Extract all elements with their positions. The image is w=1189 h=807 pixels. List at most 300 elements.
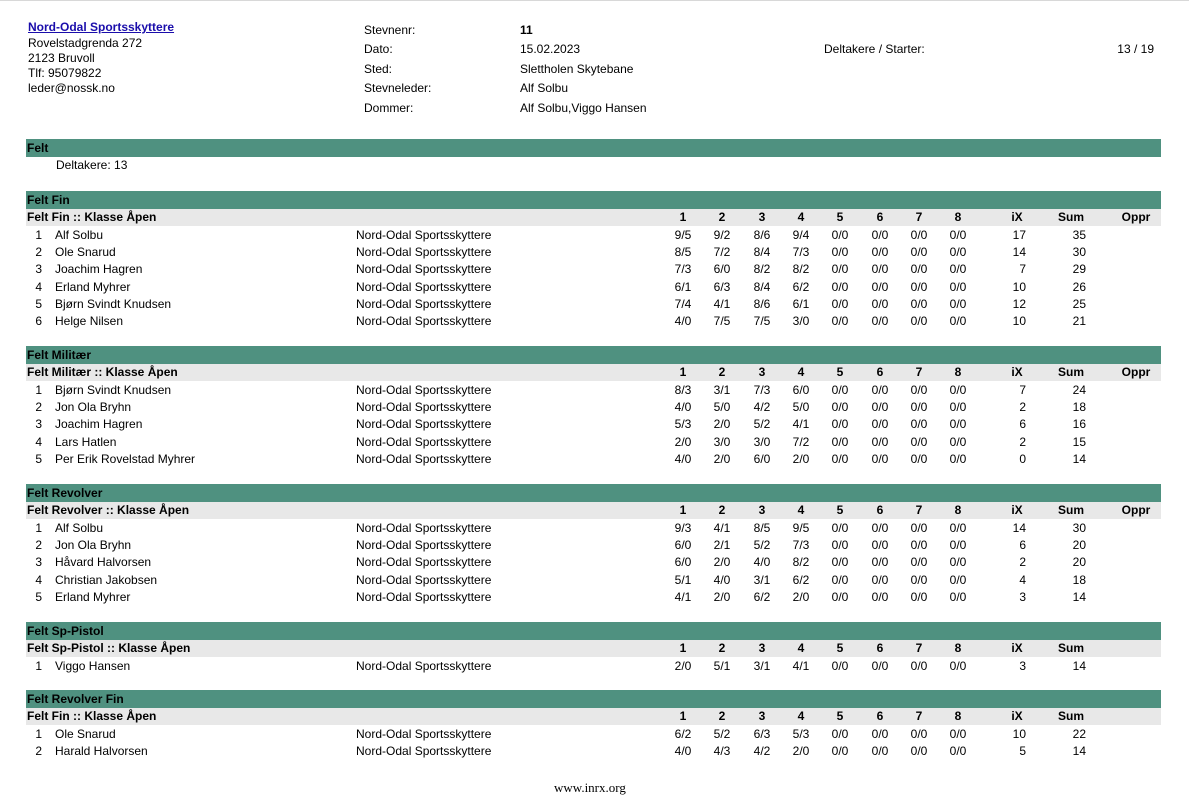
column-header: 3 (758, 503, 766, 517)
series-score: 4/1 (674, 589, 692, 604)
series-score: 7/2 (713, 245, 731, 260)
rank: 2 (35, 744, 42, 759)
series-score: 9/4 (792, 228, 810, 242)
shooter-club: Nord-Odal Sportsskyttere (356, 521, 492, 535)
series-score: 6/0 (792, 383, 810, 397)
ix-count: 14 (1012, 245, 1026, 260)
series-score: 0/0 (949, 572, 967, 587)
ix-count: 6 (1019, 538, 1026, 553)
deltakere-starter-label: Deltakere / Starter: (824, 42, 925, 56)
rank: 3 (35, 262, 42, 277)
rank: 1 (35, 727, 42, 741)
series-score: 0/0 (949, 744, 967, 759)
series-score: 0/0 (949, 279, 967, 294)
result-row (26, 572, 1161, 589)
series-score: 0/0 (831, 228, 849, 242)
rank: 5 (35, 589, 42, 604)
series-score: 9/3 (674, 521, 692, 535)
shooter-name: Alf Solbu (55, 521, 104, 535)
column-header: 5 (836, 503, 844, 517)
shooter-name: Håvard Halvorsen (55, 555, 152, 570)
column-header: 1 (679, 365, 687, 379)
club-email: leder@nossk.no (28, 81, 115, 95)
series-score: 0/0 (831, 434, 849, 449)
series-score: 0/0 (949, 555, 967, 570)
rank: 2 (35, 400, 42, 415)
series-score: 0/0 (949, 383, 967, 397)
series-score: 0/0 (871, 451, 889, 466)
column-header: 2 (718, 365, 726, 379)
shooter-club: Nord-Odal Sportsskyttere (356, 400, 492, 415)
ix-count: 2 (1019, 555, 1026, 570)
result-row (26, 261, 1161, 278)
ix-count: 7 (1019, 383, 1026, 397)
section-title: Felt Militær (27, 348, 92, 362)
series-score: 6/2 (753, 589, 771, 604)
ix-count: 12 (1012, 296, 1026, 311)
column-header: 2 (718, 503, 726, 517)
total-sum: 16 (1072, 417, 1086, 432)
series-score: 7/3 (753, 383, 771, 397)
column-header: iX (1011, 709, 1023, 723)
stevneleder-label: Stevneleder: (364, 81, 432, 95)
ix-count: 4 (1019, 572, 1026, 587)
column-header: Sum (1057, 210, 1084, 224)
series-score: 0/0 (871, 417, 889, 432)
column-header: Sum (1057, 365, 1084, 379)
event-header-bar (26, 139, 1161, 157)
series-score: 6/0 (713, 262, 731, 277)
ix-count: 5 (1019, 744, 1026, 759)
column-header: 8 (954, 503, 962, 517)
shooter-name: Erland Myhrer (55, 279, 131, 294)
series-score: 0/0 (871, 727, 889, 741)
series-score: 0/0 (910, 417, 928, 432)
total-sum: 18 (1072, 400, 1086, 415)
total-sum: 14 (1072, 659, 1086, 673)
column-header: 2 (718, 641, 726, 655)
series-score: 0/0 (871, 744, 889, 759)
series-score: 0/0 (949, 589, 967, 604)
series-score: 0/0 (831, 279, 849, 294)
dommer-value: Alf Solbu,Viggo Hansen (520, 101, 647, 115)
total-sum: 14 (1072, 744, 1086, 759)
series-score: 0/0 (831, 262, 849, 277)
series-score: 4/0 (753, 555, 771, 570)
ix-count: 0 (1019, 451, 1026, 466)
series-score: 5/1 (674, 572, 692, 587)
rank: 4 (35, 572, 42, 587)
series-score: 0/0 (871, 228, 889, 242)
shooter-club: Nord-Odal Sportsskyttere (356, 296, 492, 311)
column-header: 6 (876, 365, 884, 379)
result-row (26, 382, 1161, 399)
series-score: 9/2 (713, 228, 731, 242)
column-header: 3 (758, 210, 766, 224)
series-score: 0/0 (831, 417, 849, 432)
series-score: 0/0 (910, 279, 928, 294)
shooter-club: Nord-Odal Sportsskyttere (356, 279, 492, 294)
series-score: 0/0 (910, 521, 928, 535)
series-score: 0/0 (871, 434, 889, 449)
class-title: Felt Militær :: Klasse Åpen (27, 365, 178, 379)
series-score: 0/0 (871, 262, 889, 277)
result-row (26, 279, 1161, 296)
series-score: 0/0 (910, 228, 928, 242)
column-header: 2 (718, 709, 726, 723)
total-sum: 24 (1072, 383, 1086, 397)
series-score: 8/4 (753, 245, 771, 260)
total-sum: 14 (1072, 451, 1086, 466)
series-score: 6/2 (792, 279, 810, 294)
series-score: 0/0 (871, 572, 889, 587)
shooter-name: Jon Ola Bryhn (55, 400, 132, 415)
series-score: 2/0 (713, 451, 731, 466)
series-score: 5/2 (753, 417, 771, 432)
series-score: 0/0 (831, 451, 849, 466)
series-score: 8/2 (753, 262, 771, 277)
series-score: 0/0 (949, 417, 967, 432)
series-score: 0/0 (910, 727, 928, 741)
column-header: 7 (915, 365, 923, 379)
club-address-line2: 2123 Bruvoll (28, 51, 95, 65)
series-score: 8/3 (674, 383, 692, 397)
result-row (26, 416, 1161, 433)
series-score: 2/0 (674, 434, 692, 449)
series-score: 9/5 (674, 228, 692, 242)
class-header-row (26, 640, 1161, 657)
ix-count: 10 (1012, 279, 1026, 294)
column-header: 8 (954, 365, 962, 379)
shooter-club: Nord-Odal Sportsskyttere (356, 383, 492, 397)
series-score: 8/5 (674, 245, 692, 260)
series-score: 8/2 (792, 555, 810, 570)
ix-count: 2 (1019, 434, 1026, 449)
series-score: 4/0 (674, 744, 692, 759)
series-score: 0/0 (831, 314, 849, 328)
total-sum: 20 (1072, 555, 1086, 570)
total-sum: 15 (1072, 434, 1086, 449)
ix-count: 2 (1019, 400, 1026, 415)
total-sum: 14 (1072, 589, 1086, 604)
ix-count: 7 (1019, 262, 1026, 277)
series-score: 0/0 (910, 245, 928, 260)
column-header: Oppr (1121, 210, 1151, 224)
column-header: 2 (718, 210, 726, 224)
series-score: 0/0 (831, 383, 849, 397)
series-score: 0/0 (949, 400, 967, 415)
class-header-row (26, 708, 1161, 725)
column-header: 4 (797, 641, 805, 655)
dato-value: 15.02.2023 (520, 42, 581, 56)
series-score: 0/0 (871, 383, 889, 397)
column-header: 1 (679, 709, 687, 723)
rank: 3 (35, 417, 42, 432)
class-header-row (26, 502, 1161, 519)
series-score: 0/0 (910, 296, 928, 311)
column-header: 6 (876, 641, 884, 655)
footer-url: www.inrx.org (554, 780, 626, 795)
shooter-club: Nord-Odal Sportsskyttere (356, 744, 492, 759)
series-score: 4/2 (753, 400, 771, 415)
total-sum: 22 (1072, 727, 1086, 741)
result-row (26, 743, 1161, 760)
shooter-club: Nord-Odal Sportsskyttere (356, 245, 492, 260)
series-score: 0/0 (949, 451, 967, 466)
series-score: 0/0 (949, 434, 967, 449)
series-score: 7/3 (674, 262, 692, 277)
shooter-name: Bjørn Svindt Knudsen (55, 383, 172, 397)
series-score: 0/0 (949, 296, 967, 311)
series-score: 0/0 (871, 400, 889, 415)
ix-count: 3 (1019, 659, 1026, 673)
series-score: 4/0 (674, 451, 692, 466)
ix-count: 3 (1019, 589, 1026, 604)
shooter-name: Ole Snarud (55, 727, 116, 741)
participant-count: Deltakere: 13 (56, 158, 128, 172)
ix-count: 10 (1012, 727, 1026, 741)
column-header: 1 (679, 210, 687, 224)
column-header: 7 (915, 210, 923, 224)
result-row (26, 296, 1161, 313)
section-header-bar (26, 484, 1161, 502)
rank: 5 (35, 296, 42, 311)
result-row (26, 589, 1161, 606)
dommer-label: Dommer: (364, 101, 414, 115)
total-sum: 26 (1072, 279, 1086, 294)
ix-count: 6 (1019, 417, 1026, 432)
series-score: 8/4 (753, 279, 771, 294)
stevnenr-value: 11 (520, 23, 533, 37)
column-header: 6 (876, 709, 884, 723)
series-score: 0/0 (831, 400, 849, 415)
section-title: Felt Revolver (27, 486, 103, 500)
total-sum: 30 (1072, 521, 1086, 535)
rank: 1 (35, 521, 42, 535)
series-score: 6/0 (674, 538, 692, 553)
column-header: 3 (758, 365, 766, 379)
series-score: 6/1 (674, 279, 692, 294)
column-header: 7 (915, 709, 923, 723)
column-header: 8 (954, 210, 962, 224)
series-score: 0/0 (871, 245, 889, 260)
series-score: 3/1 (753, 659, 771, 673)
rank: 6 (35, 314, 42, 328)
series-score: 3/1 (713, 383, 731, 397)
series-score: 7/5 (753, 314, 771, 328)
column-header: 4 (797, 365, 805, 379)
sted-label: Sted: (364, 62, 393, 76)
shooter-club: Nord-Odal Sportsskyttere (356, 314, 492, 328)
series-score: 0/0 (871, 521, 889, 535)
class-header-row (26, 364, 1161, 381)
series-score: 4/2 (753, 744, 771, 759)
series-score: 0/0 (831, 727, 849, 741)
class-header-row (26, 209, 1161, 226)
shooter-name: Ole Snarud (55, 245, 116, 260)
series-score: 0/0 (910, 434, 928, 449)
result-row (26, 434, 1161, 451)
series-score: 2/0 (674, 659, 692, 673)
deltakere-starter-value: 13 / 19 (1117, 42, 1154, 56)
total-sum: 30 (1072, 245, 1086, 260)
shooter-name: Jon Ola Bryhn (55, 538, 132, 553)
section-title: Felt Sp-Pistol (27, 624, 104, 638)
series-score: 4/1 (792, 659, 810, 673)
shooter-name: Joachim Hagren (55, 262, 143, 277)
result-row (26, 520, 1161, 537)
ix-count: 14 (1012, 521, 1026, 535)
ix-count: 17 (1012, 228, 1026, 242)
series-score: 5/2 (713, 727, 731, 741)
result-row (26, 244, 1161, 261)
event-title: Felt (27, 141, 49, 155)
class-title: Felt Sp-Pistol :: Klasse Åpen (27, 641, 191, 655)
series-score: 6/2 (792, 572, 810, 587)
class-title: Felt Fin :: Klasse Åpen (27, 210, 157, 224)
total-sum: 20 (1072, 538, 1086, 553)
column-header: 3 (758, 641, 766, 655)
series-score: 8/5 (753, 521, 771, 535)
shooter-name: Harald Halvorsen (55, 744, 148, 759)
series-score: 0/0 (871, 589, 889, 604)
section-title: Felt Revolver Fin (27, 692, 124, 706)
column-header: 1 (679, 641, 687, 655)
series-score: 0/0 (831, 589, 849, 604)
rank: 2 (35, 538, 42, 553)
series-score: 0/0 (910, 572, 928, 587)
series-score: 9/5 (792, 521, 810, 535)
result-row (26, 658, 1161, 675)
shooter-club: Nord-Odal Sportsskyttere (356, 589, 492, 604)
column-header: 8 (954, 641, 962, 655)
series-score: 2/0 (713, 417, 731, 432)
sted-value: Slettholen Skytebane (520, 62, 634, 76)
column-header: Oppr (1121, 503, 1151, 517)
column-header: 7 (915, 503, 923, 517)
column-header: 5 (836, 210, 844, 224)
rank: 1 (35, 659, 42, 673)
series-score: 0/0 (831, 555, 849, 570)
result-row (26, 451, 1161, 468)
series-score: 4/0 (713, 572, 731, 587)
class-title: Felt Revolver :: Klasse Åpen (27, 503, 190, 517)
series-score: 0/0 (910, 383, 928, 397)
column-header: iX (1011, 365, 1023, 379)
series-score: 0/0 (831, 538, 849, 553)
series-score: 2/0 (792, 589, 810, 604)
series-score: 0/0 (831, 521, 849, 535)
series-score: 0/0 (949, 314, 967, 328)
series-score: 0/0 (910, 744, 928, 759)
series-score: 7/5 (713, 314, 731, 328)
total-sum: 35 (1072, 228, 1086, 242)
series-score: 6/2 (674, 727, 692, 741)
column-header: iX (1011, 210, 1023, 224)
column-header: 8 (954, 709, 962, 723)
series-score: 3/0 (753, 434, 771, 449)
top-divider (0, 0, 1189, 1)
series-score: 0/0 (871, 296, 889, 311)
section-header-bar (26, 622, 1161, 640)
series-score: 0/0 (949, 727, 967, 741)
rank: 5 (35, 451, 42, 466)
shooter-club: Nord-Odal Sportsskyttere (356, 417, 492, 432)
series-score: 6/0 (674, 555, 692, 570)
club-name-link[interactable]: Nord-Odal Sportsskyttere (28, 20, 175, 34)
series-score: 0/0 (910, 538, 928, 553)
series-score: 0/0 (949, 538, 967, 553)
shooter-club: Nord-Odal Sportsskyttere (356, 262, 492, 277)
shooter-club: Nord-Odal Sportsskyttere (356, 228, 492, 242)
rank: 1 (35, 228, 42, 242)
result-row (26, 399, 1161, 416)
series-score: 7/3 (792, 538, 810, 553)
series-score: 5/3 (674, 417, 692, 432)
shooter-club: Nord-Odal Sportsskyttere (356, 555, 492, 570)
series-score: 0/0 (949, 228, 967, 242)
dato-label: Dato: (364, 42, 393, 56)
series-score: 0/0 (871, 538, 889, 553)
shooter-name: Joachim Hagren (55, 417, 143, 432)
column-header: 4 (797, 709, 805, 723)
series-score: 4/1 (713, 521, 731, 535)
series-score: 5/2 (753, 538, 771, 553)
column-header: 1 (679, 503, 687, 517)
series-score: 0/0 (949, 521, 967, 535)
result-row (26, 227, 1161, 244)
section-title: Felt Fin (27, 193, 70, 207)
column-header: Sum (1057, 709, 1084, 723)
series-score: 3/1 (753, 572, 771, 587)
shooter-club: Nord-Odal Sportsskyttere (356, 451, 492, 466)
series-score: 0/0 (910, 400, 928, 415)
shooter-club: Nord-Odal Sportsskyttere (356, 538, 492, 553)
series-score: 0/0 (871, 555, 889, 570)
total-sum: 18 (1072, 572, 1086, 587)
series-score: 6/0 (753, 451, 771, 466)
series-score: 6/3 (713, 279, 731, 294)
series-score: 0/0 (871, 279, 889, 294)
series-score: 0/0 (871, 314, 889, 328)
series-score: 3/0 (792, 314, 810, 328)
series-score: 8/2 (792, 262, 810, 277)
club-address-line1: Rovelstadgrenda 272 (28, 36, 143, 50)
column-header: 6 (876, 210, 884, 224)
shooter-name: Christian Jakobsen (55, 572, 158, 587)
section-header-bar (26, 690, 1161, 708)
series-score: 0/0 (831, 744, 849, 759)
series-score: 6/1 (792, 296, 810, 311)
series-score: 4/0 (674, 400, 692, 415)
series-score: 0/0 (910, 555, 928, 570)
series-score: 4/1 (792, 417, 810, 432)
stevneleder-value: Alf Solbu (520, 81, 569, 95)
shooter-club: Nord-Odal Sportsskyttere (356, 727, 492, 741)
series-score: 0/0 (910, 314, 928, 328)
club-phone: Tlf: 95079822 (28, 66, 102, 80)
shooter-name: Bjørn Svindt Knudsen (55, 296, 172, 311)
series-score: 2/1 (713, 538, 731, 553)
column-header: 5 (836, 641, 844, 655)
shooter-club: Nord-Odal Sportsskyttere (356, 434, 492, 449)
series-score: 7/3 (792, 245, 810, 260)
series-score: 5/0 (713, 400, 731, 415)
shooter-name: Viggo Hansen (55, 659, 131, 673)
series-score: 0/0 (949, 245, 967, 260)
shooter-name: Helge Nilsen (55, 314, 124, 328)
rank: 4 (35, 279, 42, 294)
